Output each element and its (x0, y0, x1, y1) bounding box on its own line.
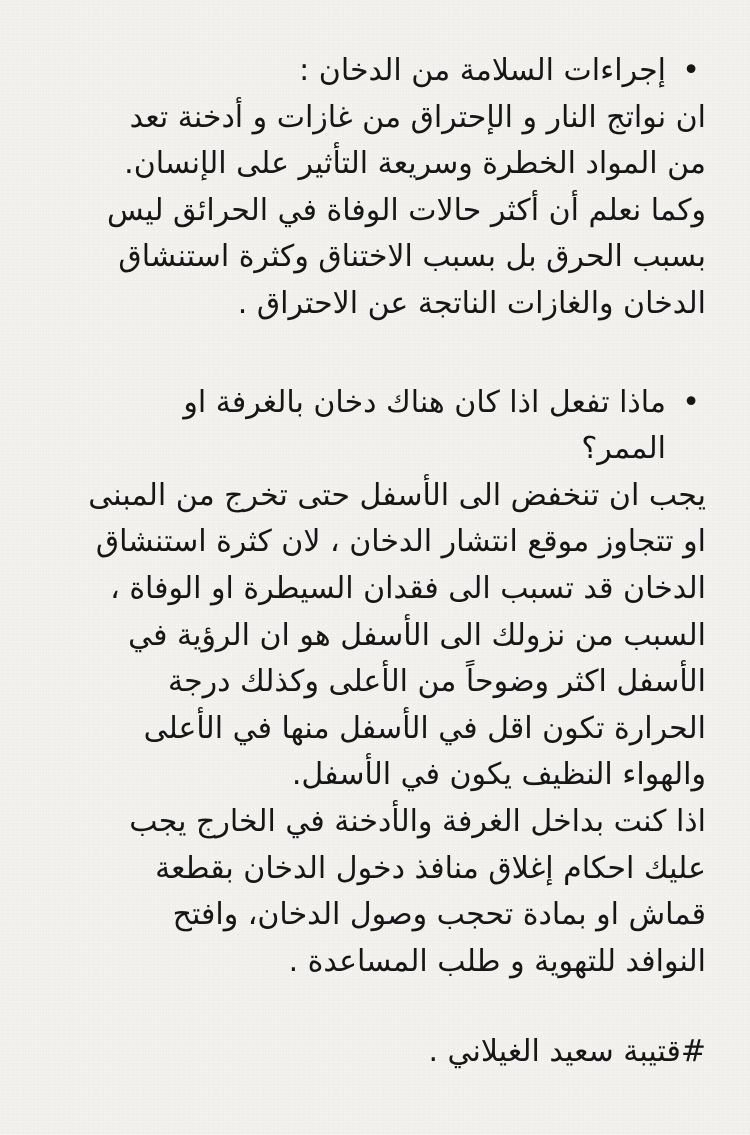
paragraph-line: السبب من نزولك الى الأسفل هو ان الرؤية في (128, 617, 706, 653)
heading-text: إجراءات السلامة من الدخان : (299, 53, 666, 88)
heading-text: الممر؟ (581, 431, 666, 467)
paragraph-line: وكما نعلم أن أكثر حالات الوفاة في الحرائق ليس (107, 192, 706, 228)
section-heading-smoke-safety (40, 48, 706, 95)
paragraph-line: او تتجاوز موقع انتشار الدخان ، لان كثرة استنشاق (95, 524, 706, 560)
paragraph-line: والهواء النظيف يكون في الأسفل. (291, 757, 706, 793)
section-heading-what-to-do (40, 380, 706, 427)
paragraph-line: الأسفل اكثر وضوحاً من الأعلى وكذلك درجة (167, 664, 706, 700)
paragraph-line: ان نواتج النار و الإحتراق من غازات و أدخنة تعد (129, 99, 706, 135)
signature-spacer (40, 985, 706, 1029)
paragraph-line: قماش او بمادة تحجب وصول الدخان، وافتح (172, 897, 706, 933)
paragraph-line: اذا كنت بداخل الغرفة والأدخنة في الخارج يجب (129, 803, 706, 839)
bullet-icon: • (682, 384, 700, 420)
paragraph-line: الدخان قد تسبب الى فقدان السيطرة او الوفاة ، (110, 570, 706, 606)
paragraph-line: عليك احكام إغلاق منافذ دخول الدخان بقطعة (155, 850, 706, 886)
paragraph-line: بسبب الحرق بل بسبب الاختناق وكثرة استنشاق (118, 239, 706, 275)
paragraph-line: النوافد للتهوية و طلب المساعدة . (288, 943, 706, 979)
bullet-icon: • (682, 53, 700, 88)
paragraph-line: من المواد الخطرة وسريعة التأثير على الإنسان. (124, 146, 706, 182)
section-heading-continued (40, 426, 706, 473)
signature-hashtag: #قتيبة سعيد الغيلاني . (428, 1034, 706, 1070)
heading-text: ماذا تفعل اذا كان هناك دخان بالغرفة او (183, 384, 666, 420)
paragraph-line: الحرارة تكون اقل في الأسفل منها في الأعلى (143, 710, 706, 746)
section-spacer (40, 328, 706, 380)
paragraph-line: الدخان والغازات الناتجة عن الاحتراق . (237, 285, 706, 321)
paragraph-line: يجب ان تنخفض الى الأسفل حتى تخرج من المبنى (88, 477, 706, 513)
